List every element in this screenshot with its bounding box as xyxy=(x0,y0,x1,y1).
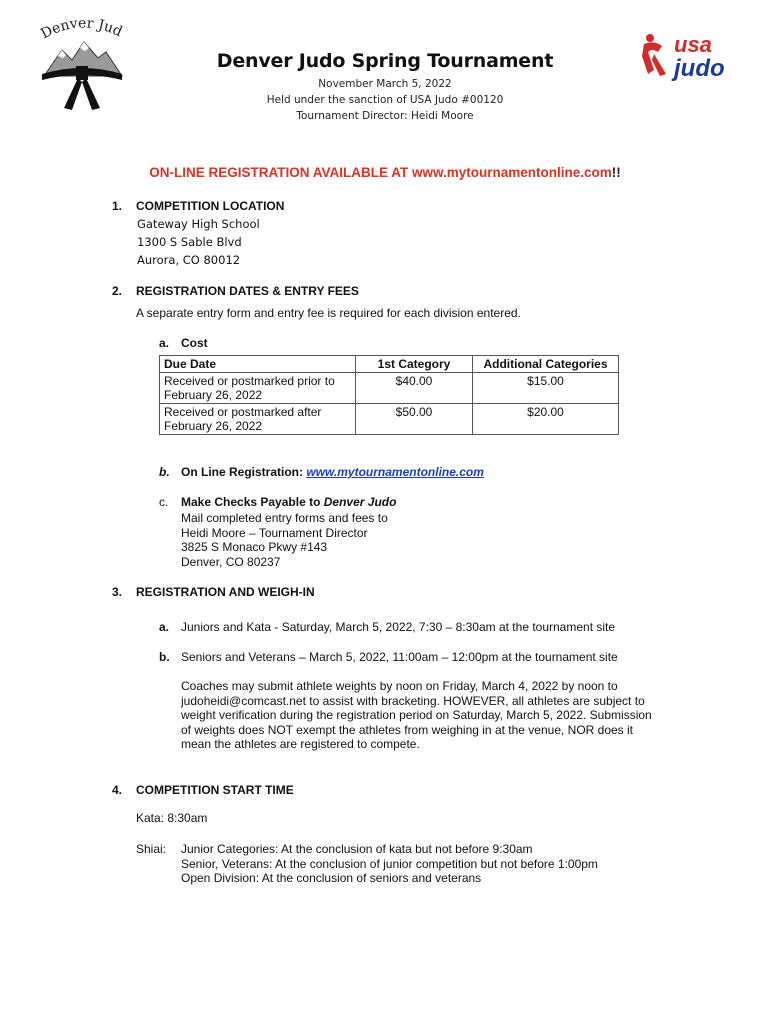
kata-start-time: Kata: 8:30am xyxy=(136,811,208,825)
fees-row2-due-date: Received or postmarked after February 26, 2022 xyxy=(160,404,356,435)
checks-letter: c. xyxy=(159,495,169,509)
weighin-note-line: of weights does NOT exempt the athletes from weighing in at the venue, NOR does it xyxy=(181,722,634,737)
online-registration-line xyxy=(181,465,484,479)
weighin-note-line: weight verification during the registration period on Saturday, March 5, 2022. Submission xyxy=(181,708,652,722)
section-1-title: COMPETITION LOCATION xyxy=(136,199,285,213)
weighin-seniors: Seniors and Veterans – March 5, 2022, 11:00am – 12:00pm at the tournament site xyxy=(181,650,618,664)
mailing-line: Mail completed entry forms and fees to xyxy=(181,511,388,525)
fees-row1-additional: $15.00 xyxy=(473,373,619,404)
fees-header-first-category: 1st Category xyxy=(356,356,473,373)
sanction-line: Held under the sanction of USA Judo #00120 xyxy=(266,94,504,106)
location-street: 1300 S Sable Blvd xyxy=(137,235,242,249)
section-1-number: 1. xyxy=(112,199,123,213)
mailing-address xyxy=(181,511,388,569)
mailing-line: Heidi Moore – Tournament Director xyxy=(181,525,368,540)
fees-table xyxy=(159,355,619,435)
shiai-line: Junior Categories: At the conclusion of kata but not before 9:30am xyxy=(181,842,533,856)
director-line: Tournament Director: Heidi Moore xyxy=(296,110,474,122)
weighin-juniors: Juniors and Kata - Saturday, March 5, 2022, 7:30 – 8:30am at the tournament site xyxy=(181,620,616,634)
mailing-line: Denver, CO 80237 xyxy=(181,554,281,569)
weighin-b-letter: b. xyxy=(159,650,170,664)
page-title: Denver Judo Spring Tournament xyxy=(216,50,554,72)
checks-payable-label: Make Checks Payable to xyxy=(181,495,321,509)
entry-fee-intro: A separate entry form and entry fee is required for each division entered. xyxy=(136,306,521,320)
online-registration-exclaim: !! xyxy=(611,165,621,180)
online-registration-label: On Line Registration: xyxy=(181,465,304,479)
cost-letter: a. xyxy=(159,336,170,350)
shiai-times xyxy=(181,842,598,886)
online-registration-link[interactable]: www.mytournamentonline.com xyxy=(306,465,484,479)
checks-payable-line xyxy=(181,495,396,509)
weighin-note-line: Coaches may submit athlete weights by noon on Friday, March 4, 2022 by noon to xyxy=(181,679,618,693)
fees-row1-first: $40.00 xyxy=(356,373,473,404)
online-letter: b. xyxy=(159,465,170,479)
table-row xyxy=(160,404,619,435)
table-row xyxy=(160,373,619,404)
shiai-line: Senior, Veterans: At the conclusion of junior competition but not before 1:00pm xyxy=(181,856,598,871)
section-4-number: 4. xyxy=(112,783,123,797)
section-3-title: REGISTRATION AND WEIGH-IN xyxy=(136,585,315,599)
mailing-line: 3825 S Monaco Pkwy #143 xyxy=(181,540,328,554)
fees-row2-additional: $20.00 xyxy=(473,404,619,435)
denver-judo-logo-text: Denver Jud xyxy=(38,15,125,43)
weighin-note xyxy=(181,679,652,752)
online-registration-banner xyxy=(0,165,770,180)
judo-logo-text: judo xyxy=(674,55,725,82)
fees-row1-due-date: Received or postmarked prior to February 26, 2022 xyxy=(160,373,356,404)
usa-logo-text: usa xyxy=(674,32,712,57)
location-name: Gateway High School xyxy=(137,217,260,231)
section-2-title: REGISTRATION DATES & ENTRY FEES xyxy=(136,284,359,298)
weighin-note-line: mean the athletes are registered to compete. xyxy=(181,737,420,751)
checks-payee: Denver Judo xyxy=(323,495,397,509)
weighin-a-letter: a. xyxy=(159,620,170,634)
section-2-number: 2. xyxy=(112,284,123,298)
shiai-label: Shiai: xyxy=(136,842,167,856)
fees-row2-first: $50.00 xyxy=(356,404,473,435)
cost-title: Cost xyxy=(181,336,208,350)
section-3-number: 3. xyxy=(112,585,123,599)
online-registration-text[interactable]: ON-LINE REGISTRATION AVAILABLE AT www.mytournamentonline.com xyxy=(149,165,612,180)
shiai-line: Open Division: At the conclusion of seniors and veterans xyxy=(181,871,482,885)
weighin-note-line: judoheidi@comcast.net to assist with bracketing. HOWEVER, all athletes are subject to xyxy=(181,693,645,708)
location-city: Aurora, CO 80012 xyxy=(137,253,241,267)
section-4-title: COMPETITION START TIME xyxy=(136,783,294,797)
fees-header-due-date: Due Date xyxy=(160,356,356,373)
fees-table-header-row xyxy=(160,356,619,373)
tournament-date: November March 5, 2022 xyxy=(318,78,452,90)
fees-header-additional: Additional Categories xyxy=(473,356,619,373)
